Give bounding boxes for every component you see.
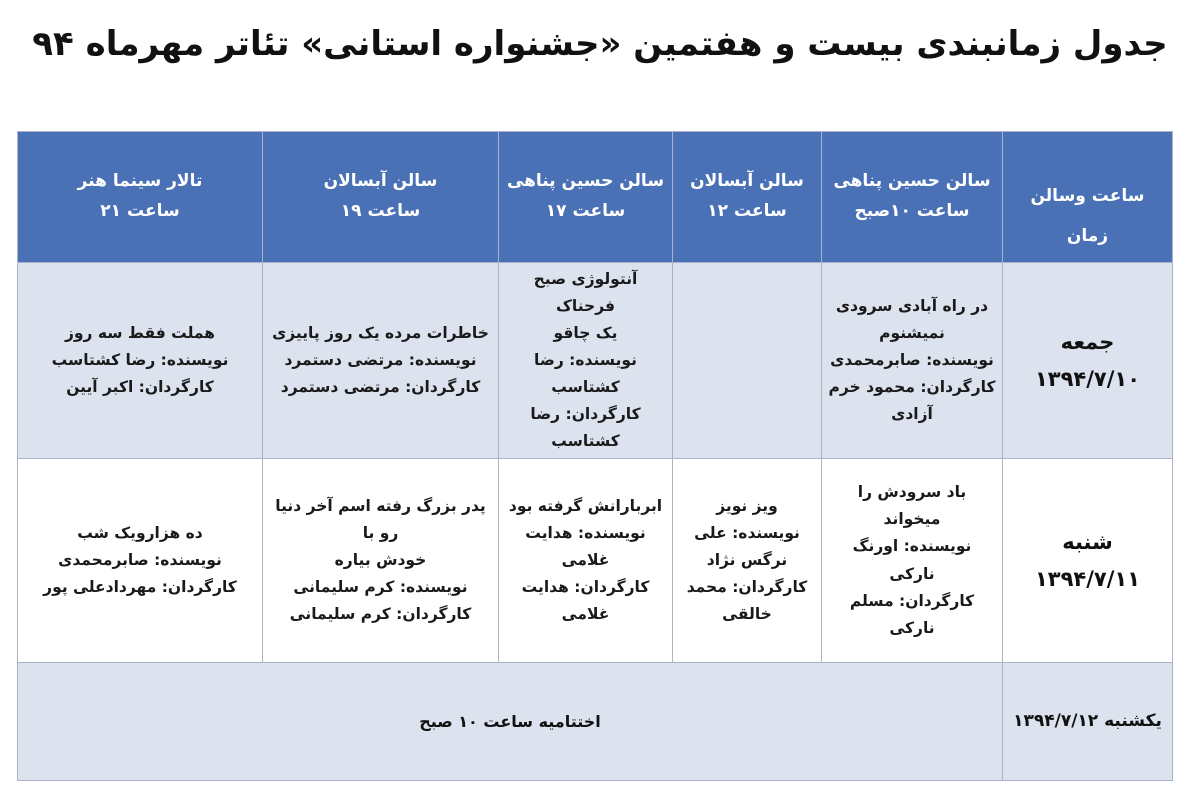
show-cell-empty	[673, 263, 822, 459]
show-writer: نویسنده: صابرمحمدی	[830, 350, 994, 369]
header-corner-cell	[1003, 132, 1173, 263]
day-date: ۱۳۹۴/۷/۱۰	[1034, 366, 1141, 391]
show-title: ده هزارویک شب	[77, 523, 203, 542]
closing-day-cell: یکشنبه ۱۳۹۴/۷/۱۲	[1003, 663, 1173, 781]
show-title: باد سرودش را میخواند	[857, 483, 967, 529]
show-director: کارگردان: کرم سلیمانی	[289, 605, 472, 624]
day-name: جمعه	[1060, 329, 1115, 354]
show-time: ساعت ۱۲	[707, 201, 787, 221]
show-cell	[263, 263, 499, 459]
show-cell	[499, 459, 673, 663]
show-cell	[499, 263, 673, 459]
hall-name: سالن حسین پناهی	[833, 171, 991, 192]
header-row	[18, 132, 1173, 263]
show-title: در راه آبادی سرودی	[835, 296, 989, 315]
header-col-1	[822, 132, 1003, 263]
show-director: کارگردان: مسلم نارکی	[849, 591, 975, 637]
day-date: ۱۳۹۴/۷/۱۱	[1034, 566, 1141, 591]
show-title: پدر بزرگ رفته اسم آخر دنیا رو با	[275, 496, 486, 542]
show-title: ابربارانش گرفته بود	[508, 496, 663, 515]
show-writer: نویسنده: کرم سلیمانی	[293, 578, 468, 597]
show-cell	[263, 459, 499, 663]
show-title: ویز نویز	[716, 496, 778, 515]
hall-name: تالار سینما هنر	[77, 171, 203, 192]
show-cell	[18, 263, 263, 459]
show-writer: نویسنده: رضا کشتاسب	[51, 350, 229, 369]
show-director: کارگردان: مهردادعلی پور	[43, 578, 237, 597]
table-row-friday	[18, 263, 1173, 459]
show-title-cont: خودش بیاره	[334, 550, 427, 569]
show-director-cont: خالقی	[722, 605, 772, 624]
show-writer: نویسنده: علی	[694, 523, 800, 542]
hall-name: سالن آبسالان	[323, 171, 438, 192]
table-row-sunday	[18, 663, 1173, 781]
closing-ceremony-cell: اختتامیه ساعت ۱۰ صبح	[18, 663, 1003, 781]
header-col-4	[263, 132, 499, 263]
table-row-saturday	[18, 459, 1173, 663]
show-director: کارگردان: محمد	[686, 578, 808, 597]
hall-name: سالن حسین پناهی	[506, 171, 665, 192]
show-director: کارگردان: هدایت غلامی	[521, 578, 650, 624]
show-director: کارگردان: محمود خرم	[828, 378, 996, 397]
show-time: ساعت ۱۹	[340, 201, 421, 221]
header-corner-line2: زمان	[1066, 226, 1109, 247]
show-title-cont: نمیشنوم	[879, 323, 945, 342]
show-writer: نویسنده: صابرمحمدی	[58, 550, 222, 569]
header-col-3	[499, 132, 673, 263]
page-title: جدول زمانبندی بیست و هفتمین «جشنواره استانی» تئاتر مهرماه ۹۴	[32, 24, 1168, 64]
show-title: هملت فقط سه روز	[64, 323, 216, 342]
show-cell	[18, 459, 263, 663]
schedule-table	[17, 131, 1173, 781]
show-time: ساعت ۲۱	[100, 201, 180, 221]
show-title: خاطرات مرده یک روز پاییزی	[272, 323, 489, 342]
show-writer: نویسنده: هدایت غلامی	[525, 523, 646, 569]
header-col-2	[673, 132, 822, 263]
header-corner-line1: ساعت وسالن	[1030, 186, 1145, 207]
header-col-5	[18, 132, 263, 263]
show-writer: نویسنده: اورنگ نارکی	[852, 537, 972, 583]
show-title-cont: یک چاقو	[553, 323, 618, 342]
show-writer-cont: نرگس نژاد	[706, 550, 788, 569]
day-cell	[1003, 459, 1173, 663]
day-name: شنبه	[1062, 529, 1113, 554]
show-director: کارگردان: مرتضی دستمرد	[280, 378, 481, 397]
hall-name: سالن آبسالان	[690, 171, 804, 192]
show-cell	[673, 459, 822, 663]
show-writer: نویسنده: مرتضی دستمرد	[284, 350, 477, 369]
show-director: کارگردان: رضا کشتاسب	[530, 405, 641, 451]
show-title: آنتولوژی صبح فرحناک	[533, 269, 638, 315]
show-cell	[822, 459, 1003, 663]
show-director: کارگردان: اکبر آیین	[66, 378, 214, 397]
show-director-cont: آزادی	[891, 405, 933, 424]
show-time: ساعت ۱۷	[545, 201, 626, 221]
show-cell	[822, 263, 1003, 459]
show-time: ساعت ۱۰صبح	[854, 201, 970, 221]
day-cell	[1003, 263, 1173, 459]
show-writer: نویسنده: رضا کشتاسب	[534, 350, 637, 397]
